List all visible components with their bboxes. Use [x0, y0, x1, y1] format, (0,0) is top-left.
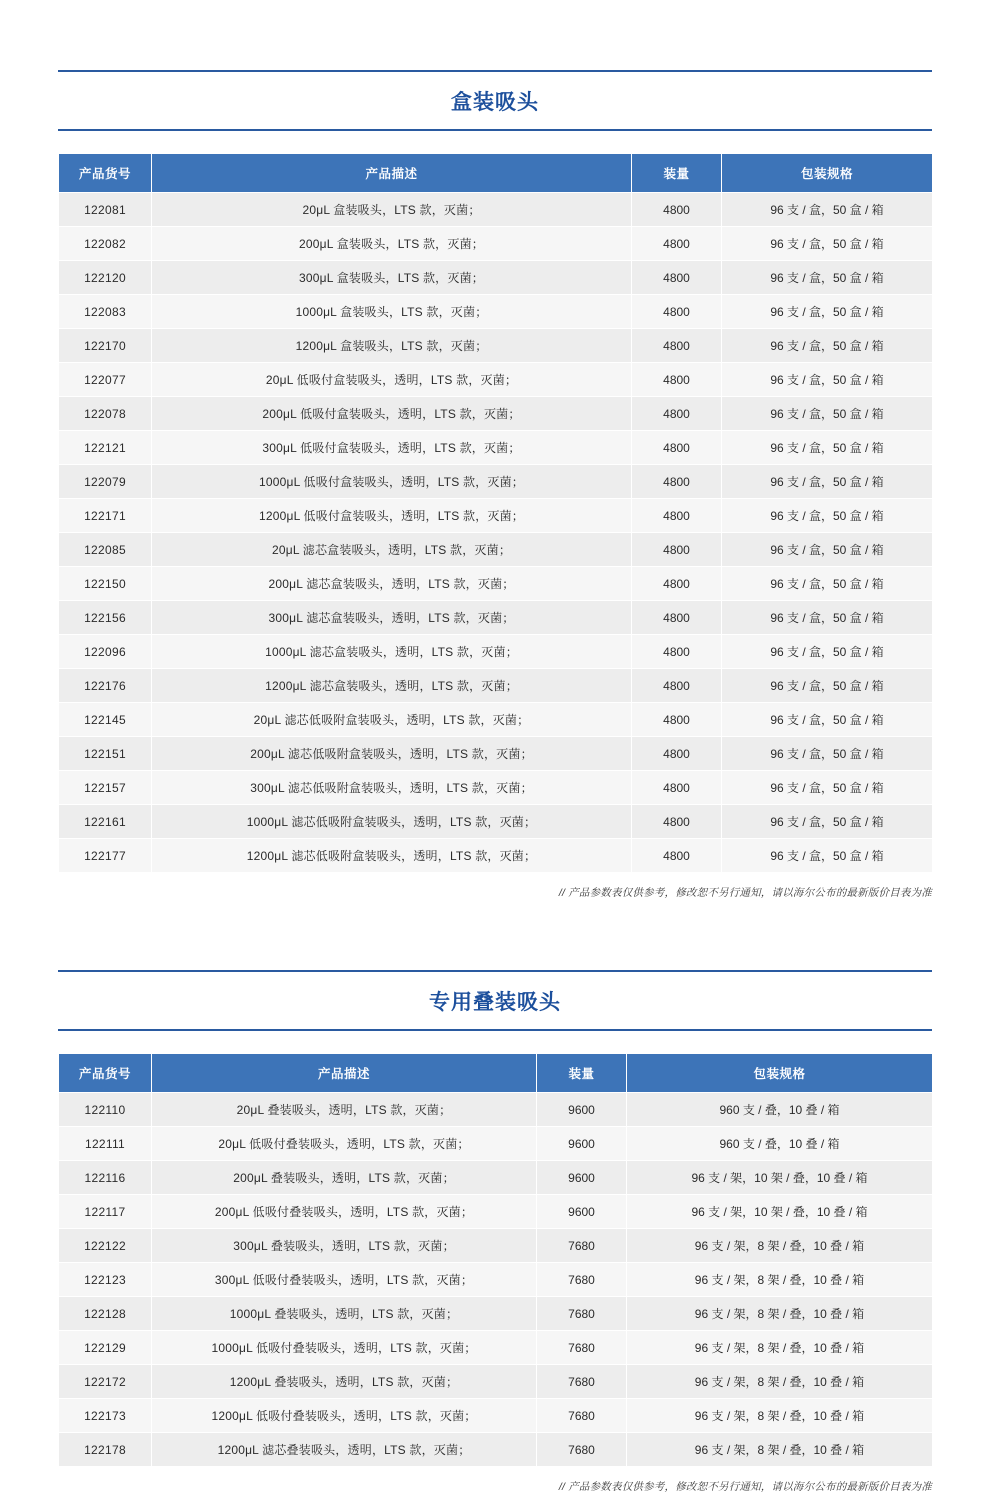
table-row — [59, 1229, 933, 1263]
column-header-code: 产品货号 — [59, 154, 152, 193]
cell-quantity: 9600 — [537, 1093, 627, 1127]
cell-description: 1200μL 低吸付叠装吸头，透明，LTS 款，灭菌； — [152, 1399, 537, 1433]
table-body-boxed — [59, 193, 933, 873]
cell-packaging: 96 支 / 盒，50 盒 / 箱 — [722, 839, 933, 873]
cell-packaging: 96 支 / 盒，50 盒 / 箱 — [722, 737, 933, 771]
cell-quantity: 7680 — [537, 1297, 627, 1331]
product-table-stacked — [58, 1053, 933, 1467]
cell-product-code: 122079 — [59, 465, 152, 499]
cell-packaging: 96 支 / 盒，50 盒 / 箱 — [722, 499, 933, 533]
cell-quantity: 4800 — [632, 669, 722, 703]
cell-packaging: 96 支 / 架，10 架 / 叠，10 叠 / 箱 — [627, 1195, 933, 1229]
cell-product-code: 122122 — [59, 1229, 152, 1263]
cell-description: 200μL 滤芯低吸附盒装吸头，透明，LTS 款，灭菌； — [152, 737, 632, 771]
cell-product-code: 122176 — [59, 669, 152, 703]
table-row — [59, 601, 933, 635]
cell-description: 20μL 叠装吸头，透明，LTS 款，灭菌； — [152, 1093, 537, 1127]
cell-quantity: 4800 — [632, 465, 722, 499]
table-row — [59, 737, 933, 771]
cell-product-code: 122129 — [59, 1331, 152, 1365]
cell-quantity: 4800 — [632, 295, 722, 329]
cell-description: 200μL 低吸付盒装吸头，透明，LTS 款，灭菌； — [152, 397, 632, 431]
cell-description: 200μL 叠装吸头，透明，LTS 款，灭菌； — [152, 1161, 537, 1195]
cell-description: 200μL 低吸付叠装吸头，透明，LTS 款，灭菌； — [152, 1195, 537, 1229]
table-row — [59, 771, 933, 805]
section-header-2 — [58, 970, 932, 1031]
cell-quantity: 4800 — [632, 771, 722, 805]
cell-product-code: 122157 — [59, 771, 152, 805]
cell-product-code: 122171 — [59, 499, 152, 533]
cell-packaging: 96 支 / 架，8 架 / 叠，10 叠 / 箱 — [627, 1297, 933, 1331]
cell-description: 1000μL 滤芯低吸附盒装吸头，透明，LTS 款，灭菌； — [152, 805, 632, 839]
cell-packaging: 960 支 / 叠，10 叠 / 箱 — [627, 1093, 933, 1127]
cell-quantity: 4800 — [632, 261, 722, 295]
cell-quantity: 9600 — [537, 1127, 627, 1161]
table-row — [59, 397, 933, 431]
cell-product-code: 122161 — [59, 805, 152, 839]
cell-description: 20μL 滤芯低吸附盒装吸头，透明，LTS 款，灭菌； — [152, 703, 632, 737]
cell-product-code: 122121 — [59, 431, 152, 465]
cell-product-code: 122077 — [59, 363, 152, 397]
cell-description: 20μL 盒装吸头，LTS 款，灭菌； — [152, 193, 632, 227]
cell-description: 200μL 盒装吸头，LTS 款，灭菌； — [152, 227, 632, 261]
cell-description: 300μL 滤芯盒装吸头，透明，LTS 款，灭菌； — [152, 601, 632, 635]
cell-product-code: 122117 — [59, 1195, 152, 1229]
cell-product-code: 122172 — [59, 1365, 152, 1399]
table-row — [59, 1161, 933, 1195]
table-note: // 产品参数表仅供参考，修改恕不另行通知，请以海尔公布的最新版价目表为准 — [558, 887, 932, 899]
product-table-boxed — [58, 153, 933, 873]
cell-packaging: 96 支 / 架，10 架 / 叠，10 叠 / 箱 — [627, 1161, 933, 1195]
table-row — [59, 1263, 933, 1297]
cell-packaging: 96 支 / 盒，50 盒 / 箱 — [722, 329, 933, 363]
table-row — [59, 363, 933, 397]
document-page — [0, 70, 990, 1494]
table-row — [59, 1195, 933, 1229]
table-row — [59, 431, 933, 465]
cell-packaging: 96 支 / 盒，50 盒 / 箱 — [722, 261, 933, 295]
cell-packaging: 96 支 / 盒，50 盒 / 箱 — [722, 805, 933, 839]
cell-product-code: 122110 — [59, 1093, 152, 1127]
cell-packaging: 96 支 / 盒，50 盒 / 箱 — [722, 635, 933, 669]
cell-product-code: 122096 — [59, 635, 152, 669]
cell-quantity: 7680 — [537, 1229, 627, 1263]
cell-packaging: 96 支 / 盒，50 盒 / 箱 — [722, 465, 933, 499]
cell-quantity: 9600 — [537, 1161, 627, 1195]
table-row — [59, 193, 933, 227]
section-stacked-tips — [58, 970, 932, 1494]
cell-packaging: 96 支 / 架，8 架 / 叠，10 叠 / 箱 — [627, 1263, 933, 1297]
table-row — [59, 703, 933, 737]
table-row — [59, 227, 933, 261]
cell-product-code: 122111 — [59, 1127, 152, 1161]
cell-product-code: 122120 — [59, 261, 152, 295]
cell-description: 300μL 滤芯低吸附盒装吸头，透明，LTS 款，灭菌； — [152, 771, 632, 805]
cell-packaging: 96 支 / 盒，50 盒 / 箱 — [722, 533, 933, 567]
cell-packaging: 96 支 / 盒，50 盒 / 箱 — [722, 669, 933, 703]
cell-product-code: 122116 — [59, 1161, 152, 1195]
table-row — [59, 805, 933, 839]
cell-packaging: 96 支 / 盒，50 盒 / 箱 — [722, 431, 933, 465]
cell-packaging: 960 支 / 叠，10 叠 / 箱 — [627, 1127, 933, 1161]
column-header-code: 产品货号 — [59, 1054, 152, 1093]
cell-product-code: 122177 — [59, 839, 152, 873]
table-row — [59, 1433, 933, 1467]
cell-quantity: 4800 — [632, 193, 722, 227]
cell-packaging: 96 支 / 盒，50 盒 / 箱 — [722, 193, 933, 227]
cell-product-code: 122083 — [59, 295, 152, 329]
cell-packaging: 96 支 / 架，8 架 / 叠，10 叠 / 箱 — [627, 1365, 933, 1399]
cell-packaging: 96 支 / 架，8 架 / 叠，10 叠 / 箱 — [627, 1229, 933, 1263]
cell-quantity: 7680 — [537, 1331, 627, 1365]
cell-packaging: 96 支 / 盒，50 盒 / 箱 — [722, 601, 933, 635]
cell-product-code: 122178 — [59, 1433, 152, 1467]
cell-product-code: 122156 — [59, 601, 152, 635]
section-boxed-tips — [58, 70, 932, 900]
section-header — [58, 70, 932, 131]
table-row — [59, 499, 933, 533]
cell-product-code: 122081 — [59, 193, 152, 227]
table-row — [59, 1093, 933, 1127]
table-row — [59, 567, 933, 601]
table-row — [59, 635, 933, 669]
table-row — [59, 1331, 933, 1365]
cell-description: 1200μL 滤芯叠装吸头，透明，LTS 款，灭菌； — [152, 1433, 537, 1467]
cell-quantity: 4800 — [632, 635, 722, 669]
cell-product-code: 122151 — [59, 737, 152, 771]
column-header-description: 产品描述 — [152, 1054, 537, 1093]
cell-description: 300μL 叠装吸头，透明，LTS 款，灭菌； — [152, 1229, 537, 1263]
cell-product-code: 122173 — [59, 1399, 152, 1433]
cell-product-code: 122150 — [59, 567, 152, 601]
cell-packaging: 96 支 / 架，8 架 / 叠，10 叠 / 箱 — [627, 1399, 933, 1433]
table-header-row — [59, 154, 933, 193]
cell-packaging: 96 支 / 盒，50 盒 / 箱 — [722, 567, 933, 601]
cell-product-code: 122082 — [59, 227, 152, 261]
cell-product-code: 122123 — [59, 1263, 152, 1297]
cell-quantity: 4800 — [632, 567, 722, 601]
cell-packaging: 96 支 / 盒，50 盒 / 箱 — [722, 227, 933, 261]
cell-quantity: 4800 — [632, 431, 722, 465]
cell-quantity: 9600 — [537, 1195, 627, 1229]
table-row — [59, 295, 933, 329]
column-header-quantity: 装量 — [537, 1054, 627, 1093]
cell-quantity: 4800 — [632, 533, 722, 567]
table-row — [59, 1365, 933, 1399]
cell-product-code: 122078 — [59, 397, 152, 431]
page-title: 盒装吸头 — [451, 91, 539, 114]
cell-description: 1000μL 叠装吸头，透明，LTS 款，灭菌； — [152, 1297, 537, 1331]
cell-description: 20μL 低吸付盒装吸头，透明，LTS 款，灭菌； — [152, 363, 632, 397]
column-header-packaging: 包装规格 — [627, 1054, 933, 1093]
cell-description: 20μL 滤芯盒装吸头，透明，LTS 款，灭菌； — [152, 533, 632, 567]
page-title-2: 专用叠装吸头 — [429, 991, 561, 1014]
cell-quantity: 7680 — [537, 1433, 627, 1467]
cell-packaging: 96 支 / 盒，50 盒 / 箱 — [722, 295, 933, 329]
cell-packaging: 96 支 / 盒，50 盒 / 箱 — [722, 397, 933, 431]
cell-quantity: 4800 — [632, 329, 722, 363]
cell-description: 1200μL 滤芯盒装吸头，透明，LTS 款，灭菌； — [152, 669, 632, 703]
table-row — [59, 261, 933, 295]
cell-description: 1200μL 盒装吸头，LTS 款，灭菌； — [152, 329, 632, 363]
cell-packaging: 96 支 / 盒，50 盒 / 箱 — [722, 363, 933, 397]
cell-description: 1200μL 滤芯低吸附盒装吸头，透明，LTS 款，灭菌； — [152, 839, 632, 873]
table-row — [59, 329, 933, 363]
cell-quantity: 4800 — [632, 839, 722, 873]
table-body-stacked — [59, 1093, 933, 1467]
cell-description: 300μL 盒装吸头，LTS 款，灭菌； — [152, 261, 632, 295]
cell-quantity: 4800 — [632, 601, 722, 635]
table-note-2: // 产品参数表仅供参考，修改恕不另行通知，请以海尔公布的最新版价目表为准 — [558, 1481, 932, 1493]
cell-packaging: 96 支 / 盒，50 盒 / 箱 — [722, 771, 933, 805]
cell-quantity: 7680 — [537, 1365, 627, 1399]
table-row — [59, 465, 933, 499]
cell-description: 1000μL 滤芯盒装吸头，透明，LTS 款，灭菌； — [152, 635, 632, 669]
cell-description: 1000μL 低吸付盒装吸头，透明，LTS 款，灭菌； — [152, 465, 632, 499]
cell-description: 1200μL 叠装吸头，透明，LTS 款，灭菌； — [152, 1365, 537, 1399]
cell-packaging: 96 支 / 盒，50 盒 / 箱 — [722, 703, 933, 737]
cell-quantity: 4800 — [632, 363, 722, 397]
cell-quantity: 7680 — [537, 1399, 627, 1433]
cell-description: 1000μL 低吸付叠装吸头，透明，LTS 款，灭菌； — [152, 1331, 537, 1365]
column-header-quantity: 装量 — [632, 154, 722, 193]
cell-description: 1200μL 低吸付盒装吸头，透明，LTS 款，灭菌； — [152, 499, 632, 533]
table-header-row — [59, 1054, 933, 1093]
cell-description: 200μL 滤芯盒装吸头，透明，LTS 款，灭菌； — [152, 567, 632, 601]
cell-quantity: 4800 — [632, 499, 722, 533]
table-row — [59, 839, 933, 873]
cell-description: 300μL 低吸付叠装吸头，透明，LTS 款，灭菌； — [152, 1263, 537, 1297]
table-row — [59, 669, 933, 703]
cell-product-code: 122085 — [59, 533, 152, 567]
cell-product-code: 122145 — [59, 703, 152, 737]
column-header-packaging: 包装规格 — [722, 154, 933, 193]
cell-description: 1000μL 盒装吸头，LTS 款，灭菌； — [152, 295, 632, 329]
cell-quantity: 4800 — [632, 227, 722, 261]
cell-packaging: 96 支 / 架，8 架 / 叠，10 叠 / 箱 — [627, 1433, 933, 1467]
cell-quantity: 4800 — [632, 397, 722, 431]
table-row — [59, 1127, 933, 1161]
cell-quantity: 4800 — [632, 805, 722, 839]
table-row — [59, 1399, 933, 1433]
column-header-description: 产品描述 — [152, 154, 632, 193]
cell-product-code: 122128 — [59, 1297, 152, 1331]
cell-quantity: 4800 — [632, 703, 722, 737]
cell-packaging: 96 支 / 架，8 架 / 叠，10 叠 / 箱 — [627, 1331, 933, 1365]
cell-quantity: 4800 — [632, 737, 722, 771]
table-row — [59, 533, 933, 567]
table-row — [59, 1297, 933, 1331]
cell-product-code: 122170 — [59, 329, 152, 363]
cell-description: 20μL 低吸付叠装吸头，透明，LTS 款，灭菌； — [152, 1127, 537, 1161]
cell-description: 300μL 低吸付盒装吸头，透明，LTS 款，灭菌； — [152, 431, 632, 465]
cell-quantity: 7680 — [537, 1263, 627, 1297]
